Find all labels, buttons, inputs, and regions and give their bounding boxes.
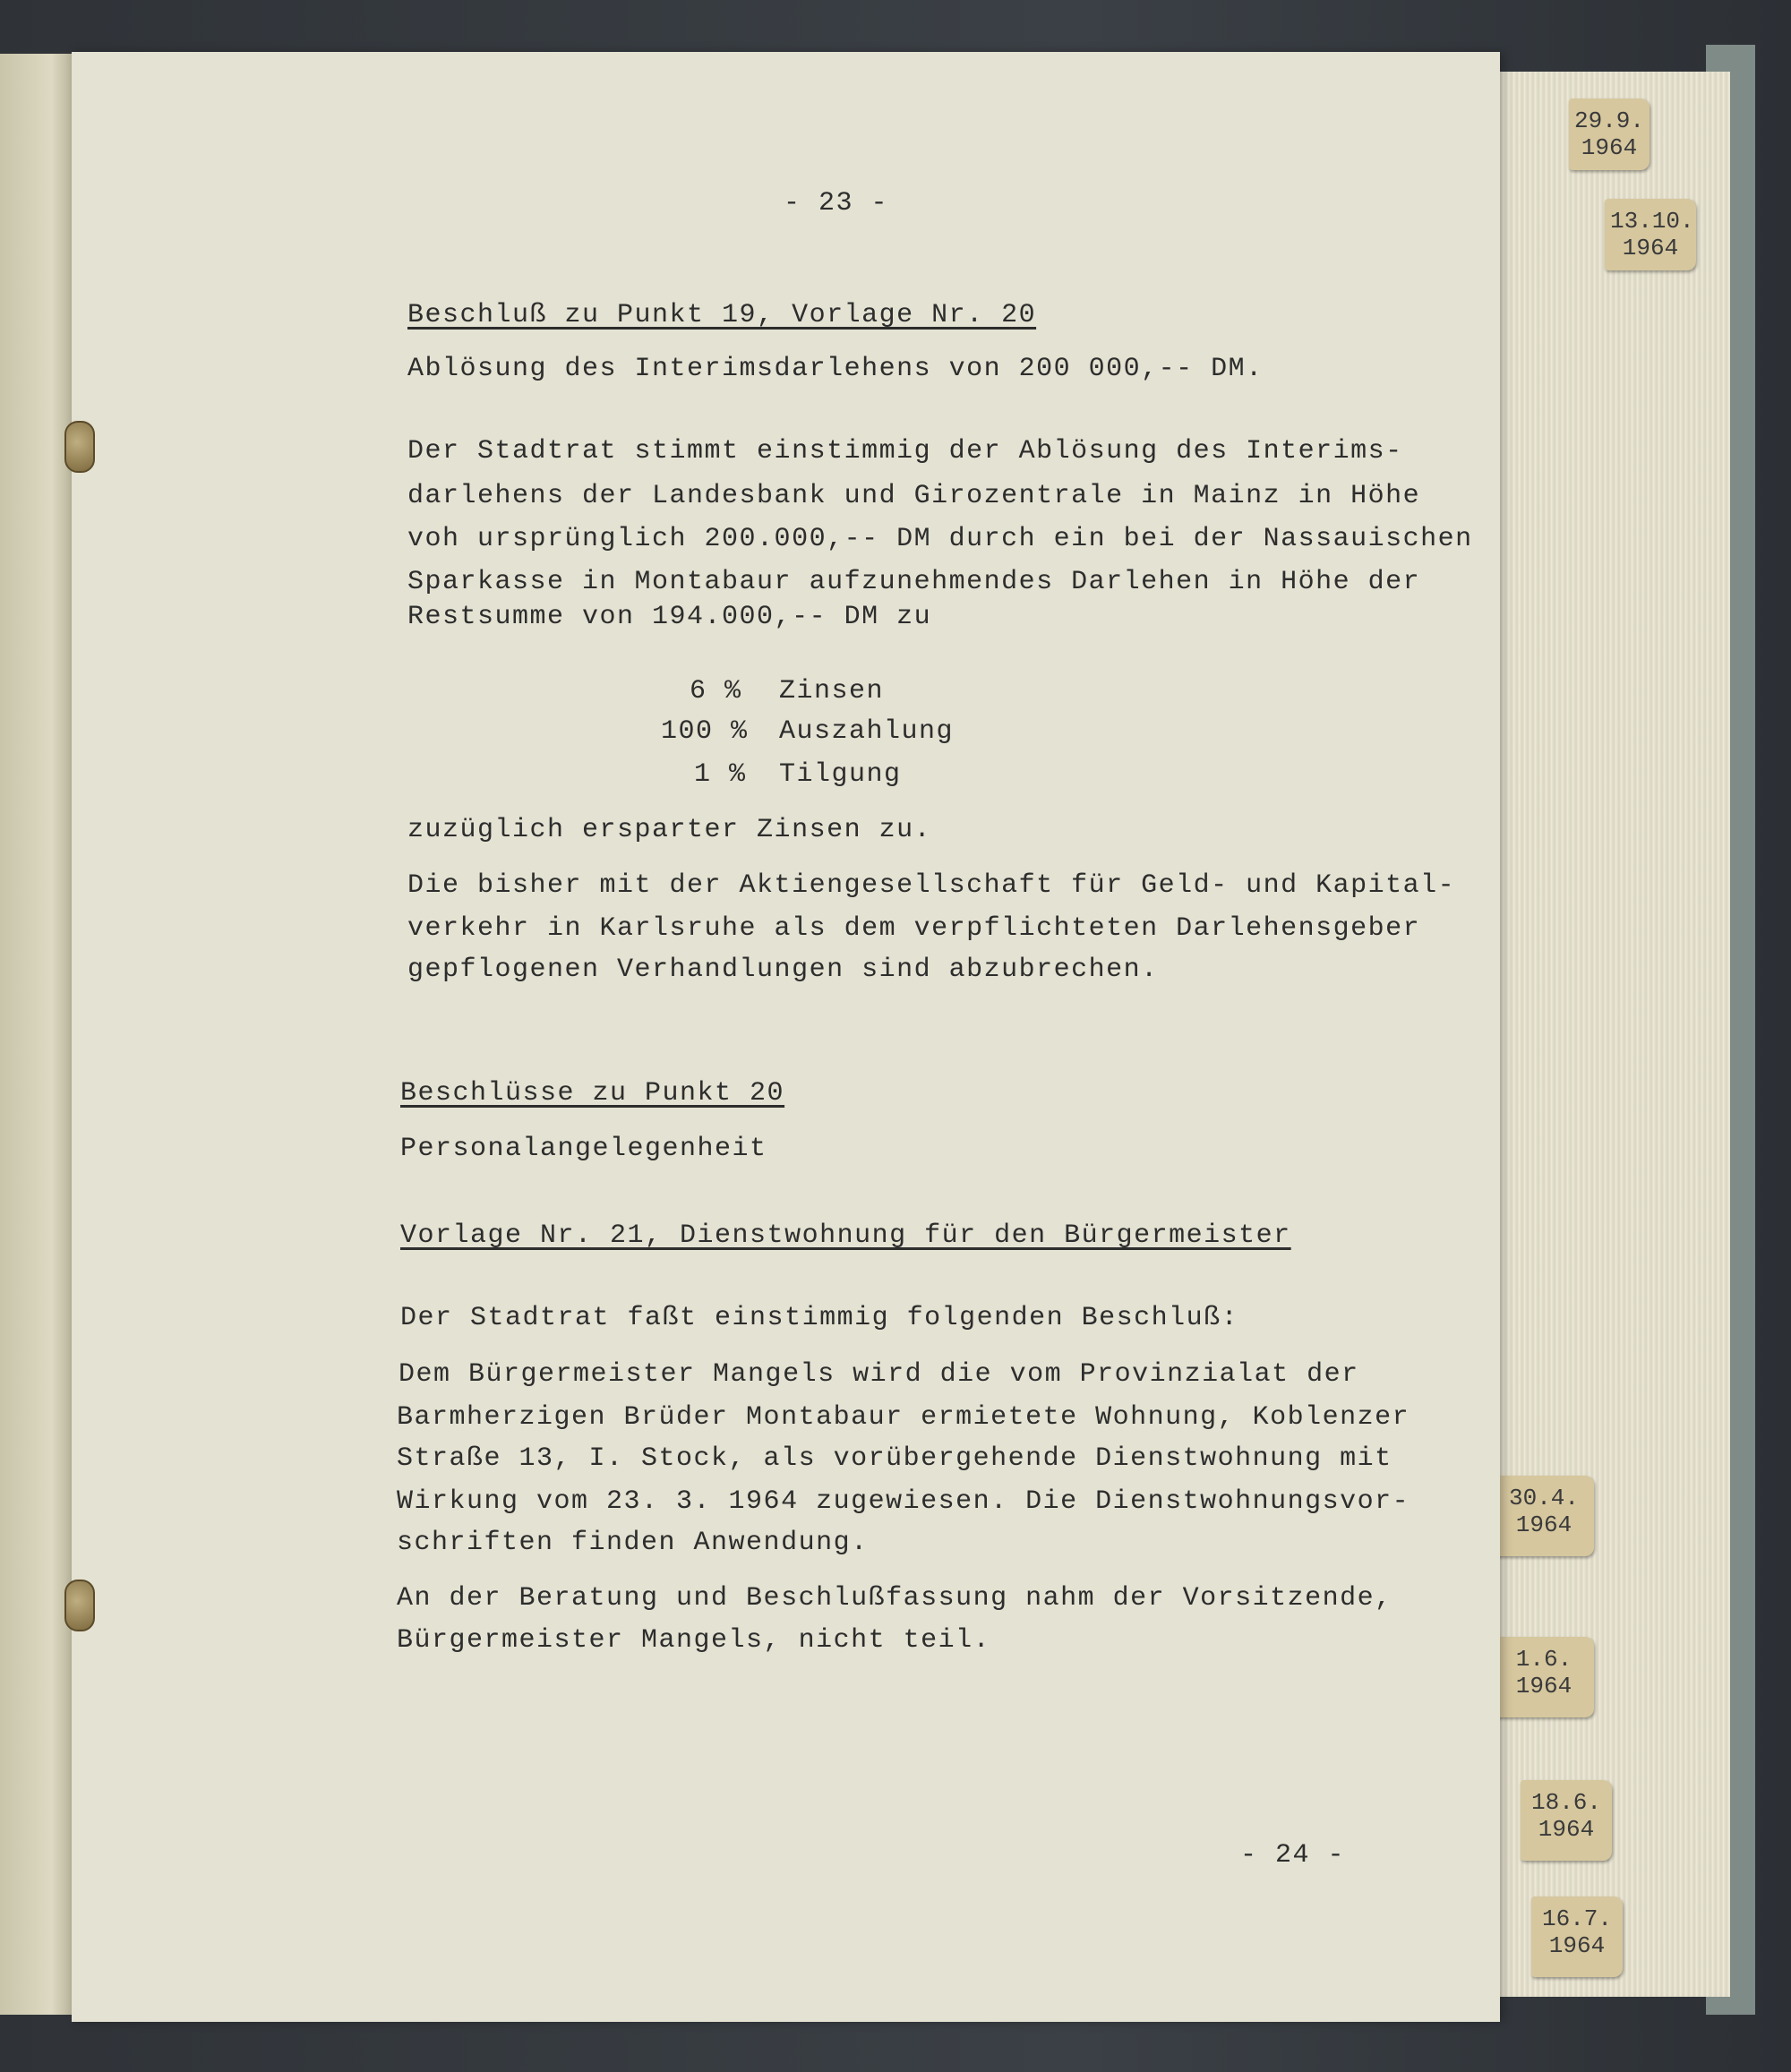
section3-heading: Vorlage Nr. 21, Dienstwohnung für den Bürgermeister bbox=[400, 1220, 1291, 1251]
section3-closing-line: Bürgermeister Mangels, nicht teil. bbox=[397, 1625, 991, 1656]
section3-closing-line: An der Beratung und Beschlußfassung nahm der Vorsitzende, bbox=[397, 1583, 1393, 1614]
condition-label: Auszahlung bbox=[779, 716, 955, 747]
page-number-bottom: - 24 - bbox=[1240, 1840, 1346, 1871]
section3-paragraph-line: schriften finden Anwendung. bbox=[397, 1528, 869, 1558]
section2-subject: Personalangelegenheit bbox=[400, 1134, 767, 1164]
section3-intro: Der Stadtrat faßt einstimmig folgenden Beschluß: bbox=[400, 1303, 1239, 1333]
section1-after-conditions: zuzüglich ersparter Zinsen zu. bbox=[407, 815, 932, 845]
index-tab-4[interactable]: 1.6. 1964 bbox=[1494, 1637, 1594, 1717]
section1-paragraph-line: Der Stadtrat stimmt einstimmig der Ablösung des Interims- bbox=[407, 436, 1403, 467]
document-page bbox=[72, 52, 1500, 2022]
section1-paragraph-line: Sparkasse in Montabaur aufzunehmendes Darlehen in Höhe der bbox=[407, 567, 1421, 597]
section1-closing-line: verkehr in Karlsruhe als dem verpflichteten Darlehensgeber bbox=[407, 913, 1421, 944]
index-tab-2[interactable]: 13.10. 1964 bbox=[1605, 199, 1696, 270]
condition-value: 1 % bbox=[694, 759, 747, 790]
section3-paragraph-line: Straße 13, I. Stock, als vorübergehende Dienstwohnung mit bbox=[397, 1443, 1393, 1474]
section1-paragraph-line: Restsumme von 194.000,-- DM zu bbox=[407, 602, 932, 632]
condition-label: Tilgung bbox=[779, 759, 902, 790]
section1-heading: Beschluß zu Punkt 19, Vorlage Nr. 20 bbox=[407, 300, 1037, 330]
index-tab-1[interactable]: 29.9. 1964 bbox=[1569, 98, 1650, 170]
binder-ring-top bbox=[64, 421, 95, 473]
index-tab-5[interactable]: 18.6. 1964 bbox=[1521, 1780, 1612, 1861]
condition-label: Zinsen bbox=[779, 676, 885, 706]
condition-value: 100 % bbox=[661, 716, 749, 747]
index-tab-6[interactable]: 16.7. 1964 bbox=[1531, 1896, 1623, 1977]
previous-page-edge bbox=[0, 54, 76, 2015]
condition-value: 6 % bbox=[690, 676, 742, 706]
section1-closing-line: gepflogenen Verhandlungen sind abzubrechen. bbox=[407, 955, 1159, 985]
section3-paragraph-line: Barmherzigen Brüder Montabaur ermietete Wohnung, Koblenzer bbox=[397, 1402, 1410, 1433]
section3-paragraph-line: Wirkung vom 23. 3. 1964 zugewiesen. Die Dienstwohnungsvor- bbox=[397, 1486, 1410, 1517]
section2-heading: Beschlüsse zu Punkt 20 bbox=[400, 1078, 785, 1109]
section1-paragraph-line: voh ursprünglich 200.000,-- DM durch ein bei der Nassauischen bbox=[407, 524, 1473, 554]
section1-paragraph-line: darlehens der Landesbank und Girozentrale in Mainz in Höhe bbox=[407, 481, 1421, 511]
section1-closing-line: Die bisher mit der Aktiengesellschaft für Geld- und Kapital- bbox=[407, 870, 1456, 901]
section1-subject: Ablösung des Interimsdarlehens von 200 000,-- DM. bbox=[407, 354, 1264, 384]
binder-ring-bottom bbox=[64, 1580, 95, 1631]
index-tab-3[interactable]: 30.4. 1964 bbox=[1494, 1476, 1594, 1556]
page-number-top: - 23 - bbox=[784, 188, 889, 218]
section3-paragraph-line: Dem Bürgermeister Mangels wird die vom Provinzialat der bbox=[398, 1359, 1359, 1390]
